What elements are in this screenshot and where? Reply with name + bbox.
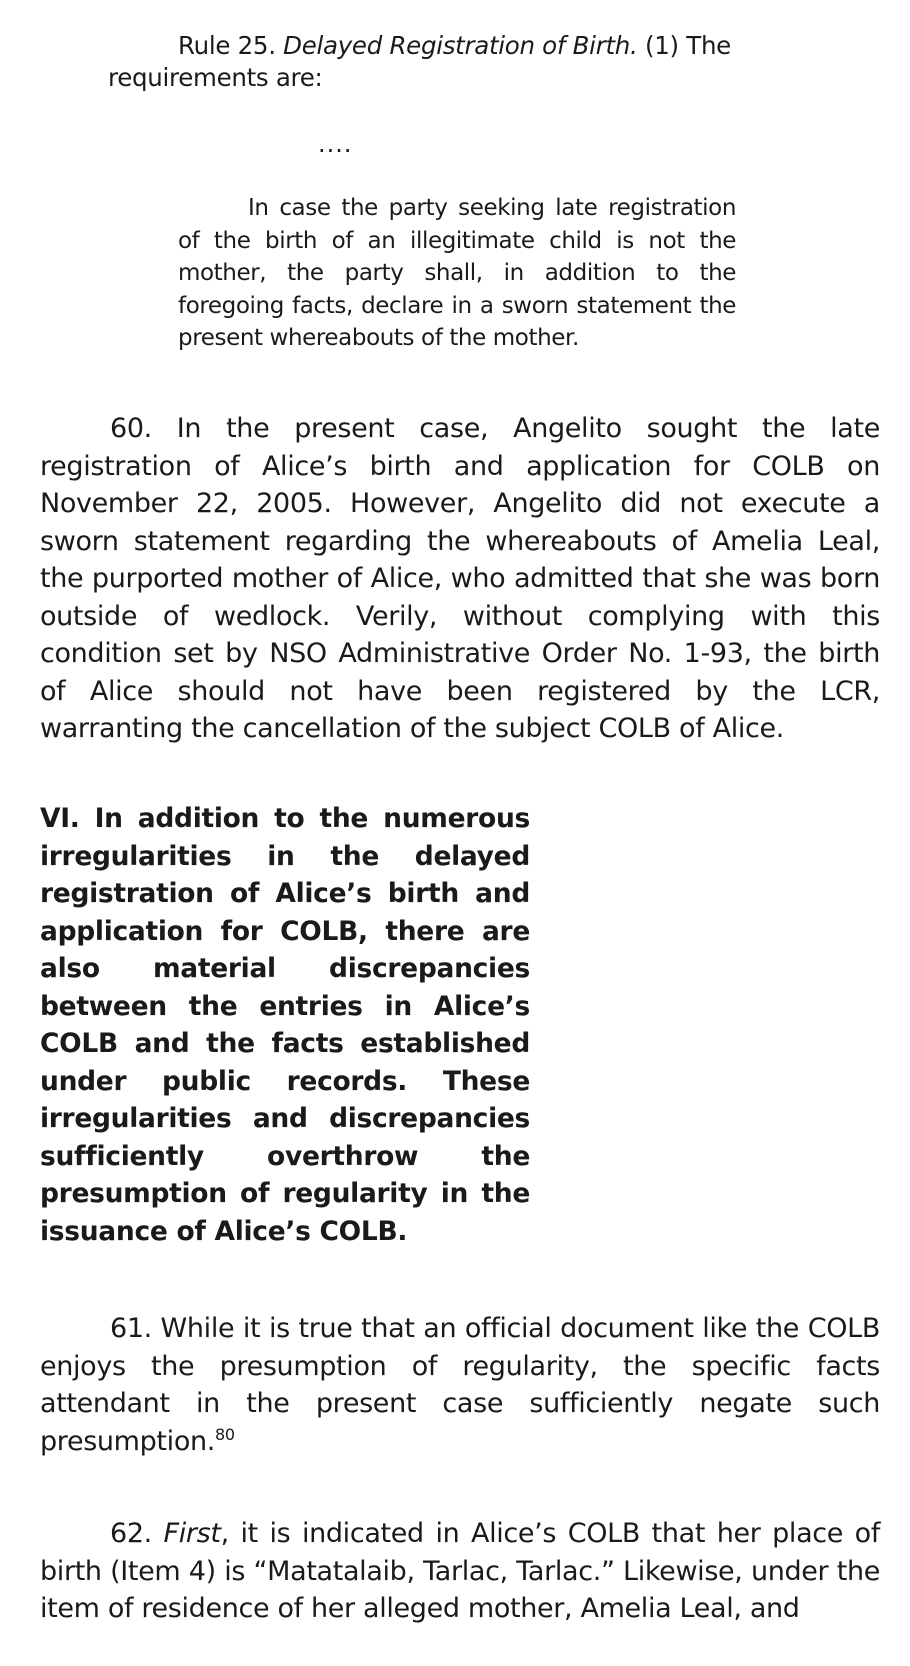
paragraph-61 [40,1310,880,1460]
rule-quote: In case the party seeking late registration of the birth of an illegitimate child is not the mother, the party shall, in addition to the foregoing facts, declare in a sworn statement the present whereabouts of the mother. [178,195,736,351]
rule-suffix: (1) The requirements are: [108,31,731,92]
rule-heading [108,30,808,94]
paragraph-62-first: First [163,1518,221,1549]
paragraph-62-text: , it is indicated in Alice’s COLB that her place of birth (Item 4) is “Matatalaib, Tarlac, Tarlac.” Likewise, under the item of residence of her alleged mother, Amelia Leal, and [40,1518,880,1624]
rule-prefix: Rule 25. [178,31,284,60]
paragraph-62 [40,1515,880,1628]
paragraph-60: 60. In the present case, Angelito sought the late registration of Alice’s birth and application for COLB on November 22, 2005. However, Angelito did not execute a sworn statement regarding the whereabouts of Amelia Leal, the purported mother of Alice, who admitted that she was born outside of wedlock. Verily, without complying with this condition set by NSO Administrative Order No. 1-93, the birth of Alice should not have been registered by the LCR, warranting the cancellation of the subject COLB of Alice. [40,413,880,744]
rule-title: Delayed Registration of Birth. [283,31,638,60]
footnote-80[interactable]: 80 [214,1424,235,1444]
ellipsis: .... [318,130,353,158]
section-heading-vi: VI. In addition to the numerous irregularities in the delayed registration of Alice’s birth and application for COLB, there are also material discrepancies between the entries in Alice’s COLB and the facts established under public records. These irregularities and discrepancies sufficiently overthrow the presumption of regularity in the issuance of Alice’s COLB. [40,803,530,1247]
paragraph-61-text: 61. While it is true that an official document like the COLB enjoys the presumption of regularity, the specific facts attendant in the present case sufficiently negate such presumption. [40,1313,880,1457]
paragraph-62-number: 62. [110,1518,164,1549]
